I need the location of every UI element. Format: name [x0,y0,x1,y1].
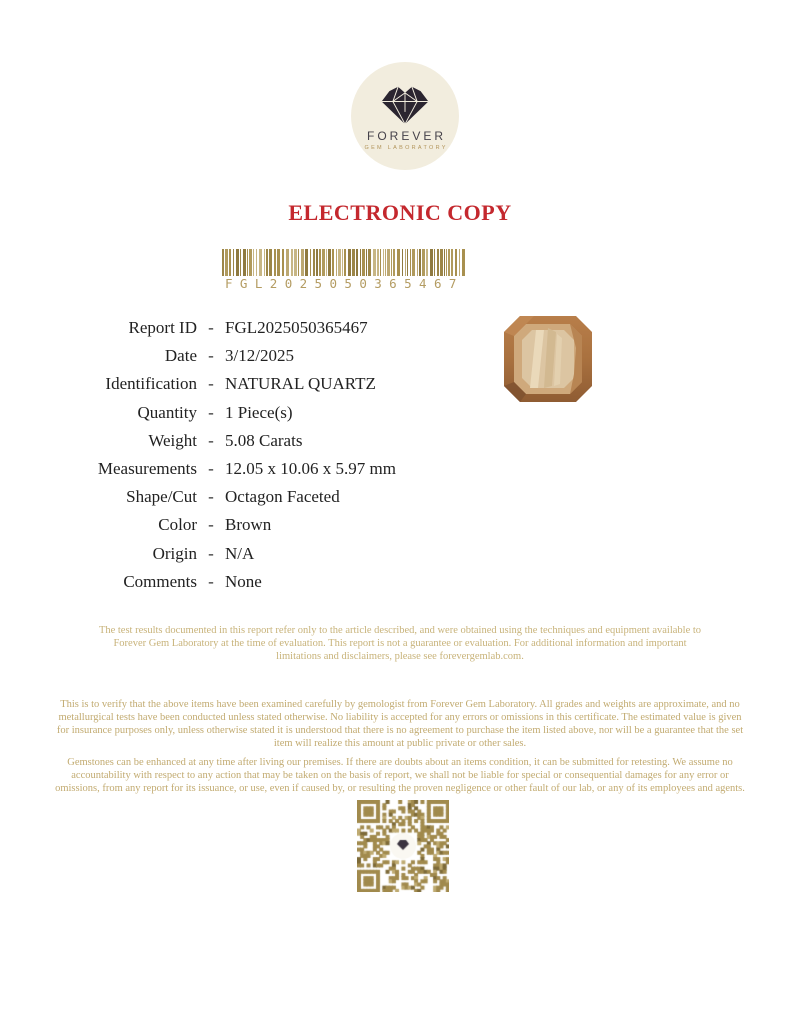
detail-label: Report ID [128,318,197,338]
detail-separator: - [208,346,214,366]
table-row [0,568,800,596]
lab-name: FOREVER [366,128,446,143]
report-details [0,314,800,596]
detail-value: NATURAL QUARTZ [225,374,376,394]
table-row [0,399,800,427]
detail-label: Identification [105,374,197,394]
table-row [0,370,800,398]
disclaimer-paragraph: This is to verify that the above items have been examined carefully by gemologist from Forever Gem Laboratory. All grades and weights are approximate, and no metallurgical tests have been conducted unless stated otherwise. No liability is accepted for any errors or omissions in this certificate. The estimated value is given for insurance purposes only, unless otherwise stated it is understood that there is no agreement to purchase the item listed above, nor will be a guarantee that the set item will realize this amount at public private or other sales. [56,699,744,749]
detail-separator: - [208,459,214,479]
electronic-copy-headline: ELECTRONIC COPY [288,200,512,225]
diamond-icon [379,84,431,126]
disclaimer-paragraph: The test results documented in this report refer only to the article described, and were obtained using the techniques and equipment available to Forever Gem Laboratory at the time of evaluation. This report is not a guarantee or evaluation. For additional information and important limitations and disclaimers, please see forevergemlab.com. [98,625,702,662]
detail-label: Date [164,346,197,366]
qr-code [357,800,449,892]
detail-value: N/A [225,543,255,563]
detail-value: FGL2025050365467 [225,318,368,338]
detail-separator: - [208,487,214,507]
detail-value: 1 Piece(s) [225,402,293,422]
detail-value: Octagon Faceted [225,487,340,507]
detail-value: 12.05 x 10.06 x 5.97 mm [225,459,396,479]
barcode-bars [222,249,468,276]
detail-label: Quantity [137,402,197,422]
detail-separator: - [208,318,214,338]
detail-value: Brown [225,515,272,535]
table-row [0,483,800,511]
detail-value: None [225,571,262,591]
barcode [222,249,468,291]
table-row [0,511,800,539]
detail-separator: - [208,430,214,450]
table-row [0,342,800,370]
table-row [0,314,800,342]
qr-code-canvas [357,800,449,892]
detail-label: Comments [123,571,197,591]
table-row [0,427,800,455]
table-row [0,540,800,568]
lab-logo [351,62,459,170]
detail-value: 5.08 Carats [225,430,303,450]
detail-separator: - [208,571,214,591]
detail-label: Color [158,515,197,535]
detail-value: 3/12/2025 [225,346,294,366]
detail-label: Origin [152,543,197,563]
detail-label: Shape/Cut [126,487,197,507]
gemstone-photo [503,315,593,403]
barcode-text: FGL2025050365467 [225,276,464,291]
lab-subtitle: GEM LABORATORY [364,144,448,151]
table-row [0,455,800,483]
detail-separator: - [208,402,214,422]
detail-separator: - [208,374,214,394]
detail-label: Measurements [97,459,197,479]
disclaimer-paragraph: Gemstones can be enhanced at any time after living our premises. If there are doubts about an items condition, it can be submitted for retesting. We assume no accountability with respect to any action that may be taken on the basis of report, we shall not be liable for special or consequential damages for any error or omissions, from any report for its issuance, or use, even if caused by, or resulting the proven negligence or other fault of our lab, or any of its employees and agents. [55,757,745,794]
detail-separator: - [208,543,214,563]
detail-separator: - [208,515,214,535]
detail-label: Weight [148,430,197,450]
